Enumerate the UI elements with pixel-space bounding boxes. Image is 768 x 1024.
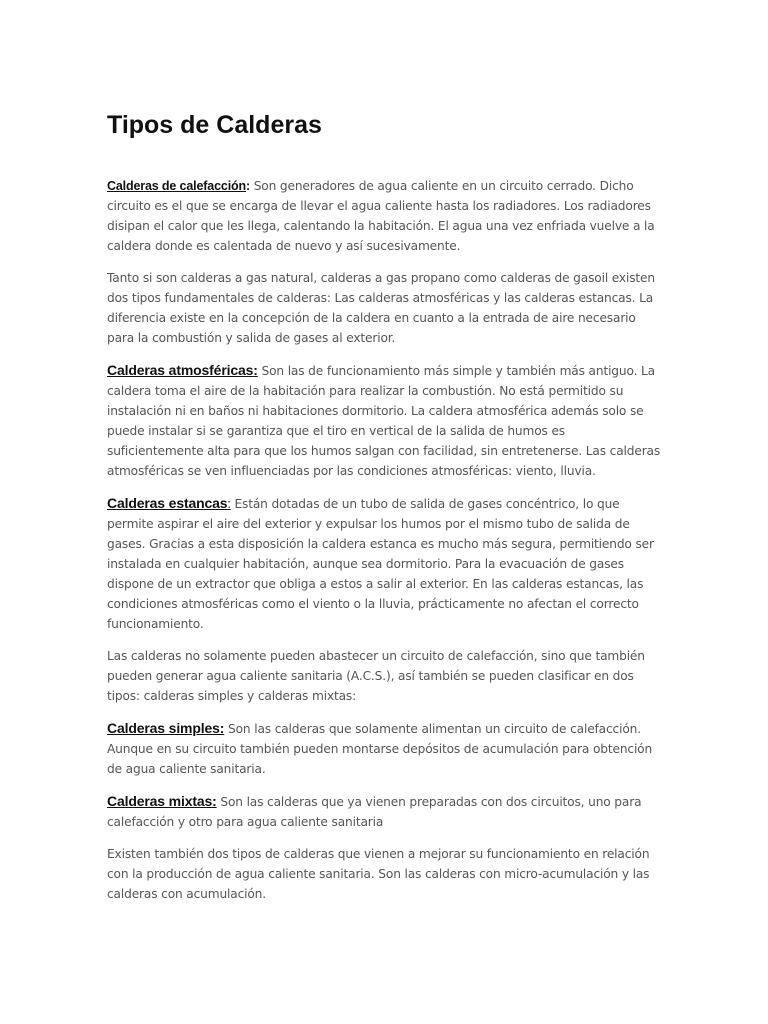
label-colon: : xyxy=(253,362,258,378)
label-calderas-atmosfericas: Calderas atmosféricas xyxy=(107,362,254,378)
paragraph-text: Son las calderas que solamente alimentan un circuito de calefacción. Aunque en su circuito también pueden montarse depósitos de acumulación para obtención de agua caliente sanitaria. xyxy=(107,722,653,776)
page-title: Tipos de Calderas xyxy=(107,111,322,139)
paragraph-text: Existen también dos tipos de calderas que vienen a mejorar su funcionamiento en relación con la producción de agua caliente sanitaria. Son las calderas con micro-acumulación y las calderas con acumulación. xyxy=(107,847,650,901)
paragraph-text: Son generadores de agua caliente en un circuito cerrado. Dicho circuito es el que se encarga de llevar el agua caliente hasta los radiadores. Los radiadores disipan el calor que les llega, calentando la habitación. El agua una vez enfriada vuelve a la caldera donde es calentada de nuevo y así sucesivamente. xyxy=(107,179,655,253)
paragraph-tipos-fundamentales xyxy=(107,268,663,348)
label-colon: : xyxy=(227,497,231,511)
paragraph-text: Las calderas no solamente pueden abastecer un circuito de calefacción, sino que también pueden generar agua caliente sanitaria (A.C.S.), así también se pueden clasificar en dos tipos: calderas simples y calderas mixtas: xyxy=(107,649,645,703)
paragraph-text: Son las de funcionamiento más simple y también más antiguo. La caldera toma el aire de la habitación para realizar la combustión. No está permitido su instalación ni en baños ni habitaciones dormitorio. La caldera atmosférica además solo se puede instalar si se garantiza que el tiro en vertical de la salida de humos es suficientemente alta para que los humos salgan con facilidad, sin entretenerse. Las calderas atmosféricas se ven influenciadas por las condiciones atmosféricas: viento, lluvia. xyxy=(107,364,661,478)
label-calderas-simples: Calderas simples: xyxy=(107,720,225,736)
paragraph-text: Tanto si son calderas a gas natural, calderas a gas propano como calderas de gasoil existen dos tipos fundamentales de calderas: Las calderas atmosféricas y las calderas estancas. La diferencia existe en la concepción de la caldera en cuanto a la entrada de aire necesario para la combustión y salida de gases al exterior. xyxy=(107,271,655,345)
label-calderas-mixtas: Calderas mixtas: xyxy=(107,793,217,809)
paragraph-estancas xyxy=(107,493,663,634)
paragraph-atmosfericas xyxy=(107,360,663,481)
label-calderas-calefaccion: Calderas de calefacción xyxy=(107,179,246,193)
paragraph-text: Son las calderas que ya vienen preparadas con dos circuitos, uno para calefacción y otro para agua caliente sanitaria xyxy=(107,795,642,829)
paragraph-simples xyxy=(107,718,663,779)
paragraph-microacumulacion xyxy=(107,844,663,904)
document-page xyxy=(107,108,663,916)
paragraph-text: Están dotadas de un tubo de salida de gases concéntrico, lo que permite aspirar el aire del exterior y expulsar los humos por el mismo tubo de salida de gases. Gracias a esta disposición la caldera estanca es mucho más segura, permitiendo ser instalada en cualquier habitación, aunque sea dormitorio. Para la evacuación de gases dispone de un extractor que obliga a estos a salir al exterior. En las calderas estancas, las condiciones atmosféricas como el viento o la lluvia, prácticamente no afectan el correcto funcionamiento. xyxy=(107,497,654,631)
label-calderas-estancas: Calderas estancas xyxy=(107,495,228,511)
paragraph-acs xyxy=(107,646,663,706)
paragraph-calefaccion xyxy=(107,176,663,256)
paragraph-mixtas xyxy=(107,791,663,832)
label-colon: : xyxy=(245,179,250,193)
